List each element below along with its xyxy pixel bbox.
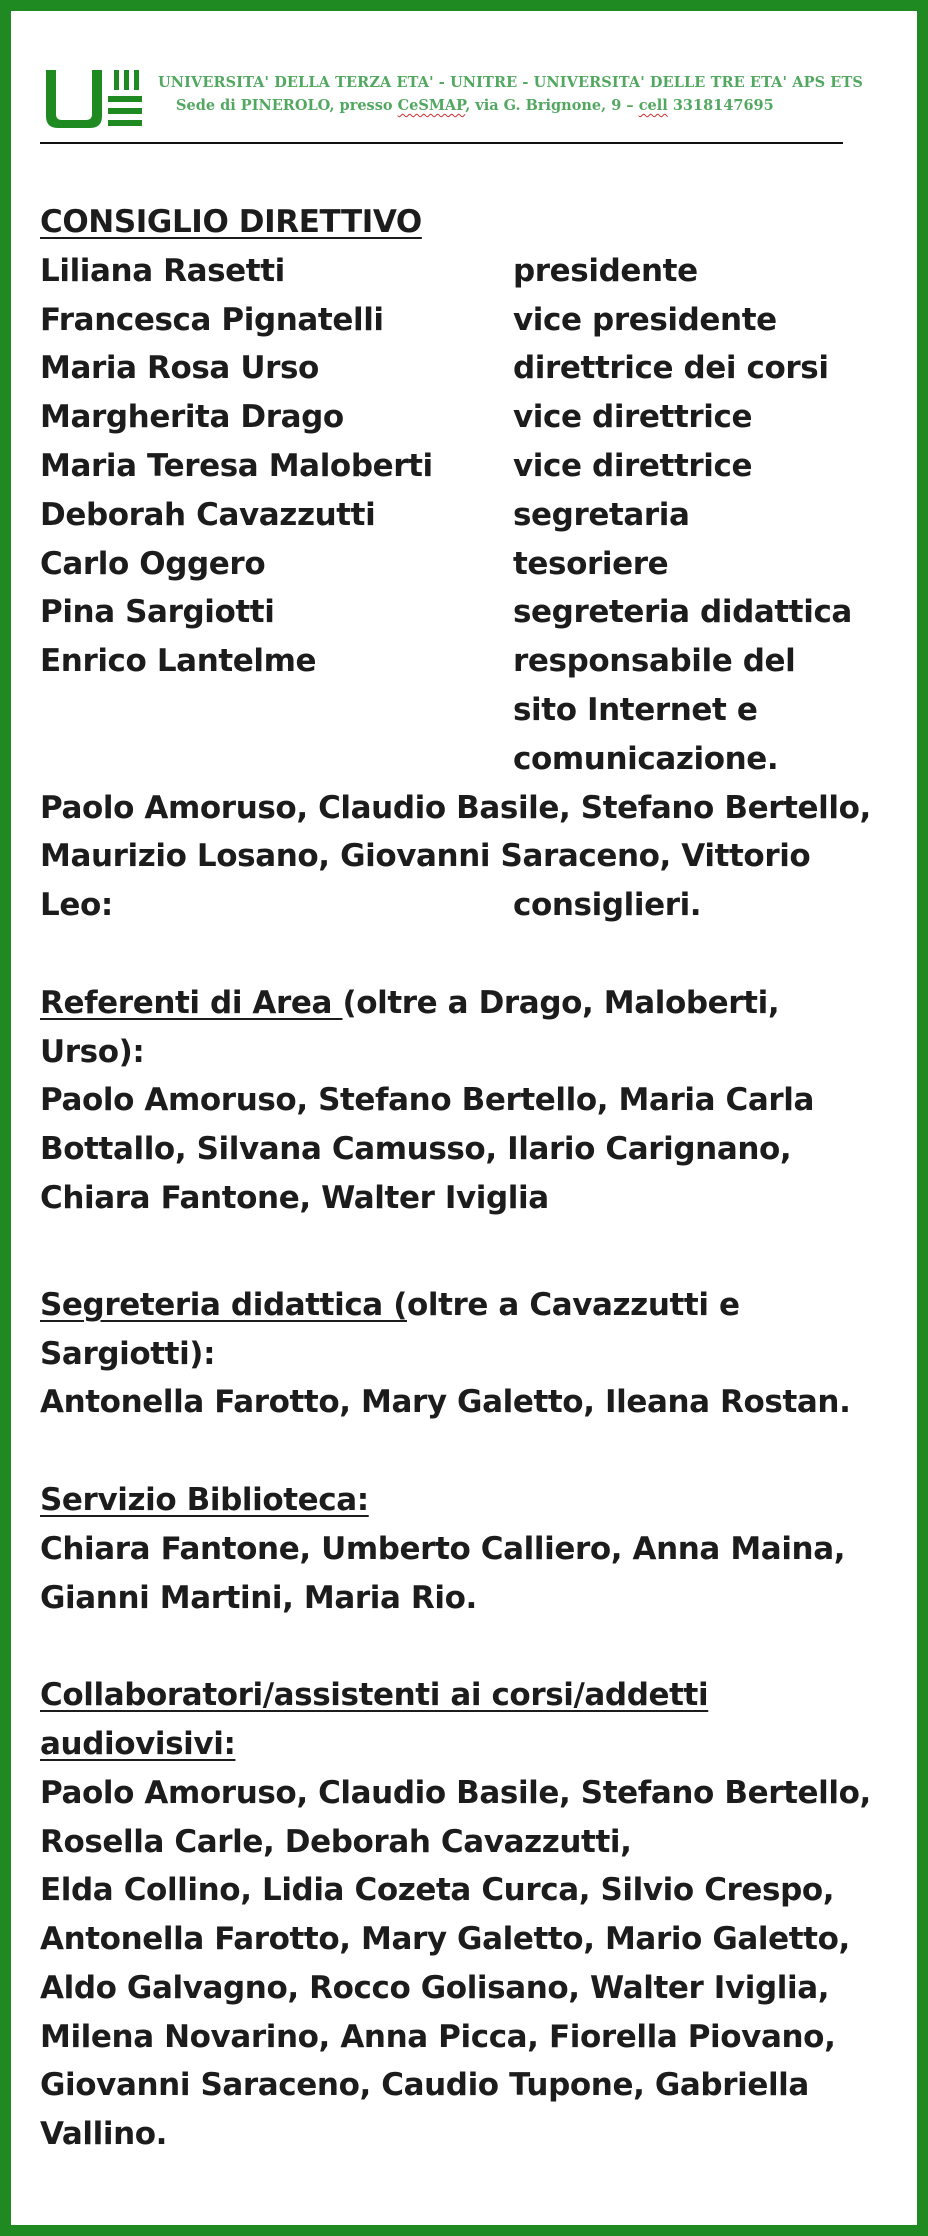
section-title-segreteria: Segreteria didattica (oltre a Cavazzutti e [40, 1286, 740, 1323]
member-row [40, 247, 890, 296]
member-name: Liliana Rasetti [40, 252, 285, 289]
section-title-segreteria-cont: Sargiotti): [40, 1335, 216, 1372]
address-street: , via G. Brignone, 9 – [465, 97, 639, 114]
member-role: presidente [513, 252, 698, 289]
spacer [40, 1622, 890, 1671]
collaboratori-line: Paolo Amoruso, Claudio Basile, Stefano Bertello, [40, 1774, 871, 1811]
spacer [40, 1223, 890, 1281]
letterhead [40, 64, 863, 144]
address-phone: 3318147695 [667, 97, 774, 114]
referenti-line: Bottallo, Silvana Camusso, Ilario Carignano, [40, 1131, 792, 1168]
member-name: Pina Sargiotti [40, 594, 275, 631]
member-name: Margherita Drago [40, 399, 344, 436]
member-row [40, 296, 890, 345]
referenti-line: Chiara Fantone, Walter Iviglia [40, 1179, 549, 1216]
consiglieri-name: Leo: [40, 887, 113, 924]
member-role: tesoriere [513, 545, 669, 582]
collaboratori-line: Rosella Carle, Deborah Cavazzutti, [40, 1823, 632, 1860]
consiglieri-role: consiglieri. [513, 887, 702, 924]
member-name: Maria Rosa Urso [40, 350, 319, 387]
biblioteca-line: Gianni Martini, Maria Rio. [40, 1579, 477, 1616]
section-title-referenti: Referenti di Area (oltre a Drago, Maloberti, [40, 984, 780, 1021]
spacer [40, 930, 890, 979]
member-role: direttrice dei corsi [513, 350, 829, 387]
member-role: vice presidente [513, 301, 777, 338]
member-role-continued: sito Internet e [513, 691, 758, 728]
spacer [40, 1427, 890, 1476]
member-name: Francesca Pignatelli [40, 301, 384, 338]
member-row [40, 491, 890, 540]
letterhead-title: UNIVERSITA' DELLA TERZA ETA' - UNITRE - UNIVERSITA' DELLE TRE ETA' APS ETS [158, 74, 863, 91]
collaboratori-line: Giovanni Saraceno, Caudio Tupone, Gabriella [40, 2067, 809, 2104]
header-divider [40, 142, 843, 144]
collaboratori-line: Elda Collino, Lidia Cozeta Curca, Silvio Crespo, [40, 1872, 835, 1909]
member-role-continued: comunicazione. [513, 740, 779, 777]
member-row [40, 637, 890, 686]
member-role: vice direttrice [513, 447, 753, 484]
biblioteca-line: Chiara Fantone, Umberto Calliero, Anna Maina, [40, 1530, 846, 1567]
member-name: Deborah Cavazzutti [40, 496, 376, 533]
member-role: segreteria didattica [513, 594, 852, 631]
member-role: responsabile del [513, 643, 796, 680]
member-role: vice direttrice [513, 399, 753, 436]
collaboratori-line: Vallino. [40, 2116, 168, 2153]
consiglieri-last-line [40, 881, 890, 930]
member-row [40, 393, 890, 442]
member-row [40, 442, 890, 491]
member-role: segretaria [513, 496, 690, 533]
collaboratori-line: Antonella Farotto, Mary Galetto, Mario Galetto, [40, 1921, 850, 1958]
section-title-biblioteca: Servizio Biblioteca: [40, 1481, 369, 1518]
section-title-collaboratori-cont: audiovisivi: [40, 1725, 236, 1762]
collaboratori-line: Milena Novarino, Anna Picca, Fiorella Piovano, [40, 2018, 836, 2055]
letterhead-address [176, 97, 774, 114]
member-name: Carlo Oggero [40, 545, 266, 582]
address-cell-label: cell [638, 97, 668, 114]
collaboratori-line: Aldo Galvagno, Rocco Golisano, Walter Iviglia, [40, 1969, 830, 2006]
member-name: Maria Teresa Maloberti [40, 447, 433, 484]
segreteria-line: Antonella Farotto, Mary Galetto, Ileana Rostan. [40, 1384, 851, 1421]
referenti-line: Paolo Amoruso, Stefano Bertello, Maria Carla [40, 1082, 815, 1119]
section-title-collaboratori: Collaboratori/assistenti ai corsi/addetti [40, 1677, 709, 1714]
address-prefix: Sede di PINEROLO, presso [176, 97, 398, 114]
section-title-referenti-cont: Urso): [40, 1033, 145, 1070]
member-name: Enrico Lantelme [40, 643, 317, 680]
address-cesmap: CeSMAP [397, 97, 466, 114]
section-title-consiglio: CONSIGLIO DIRETTIVO [40, 204, 422, 240]
unitre-logo-icon [44, 68, 148, 132]
member-row [40, 540, 890, 589]
member-row [40, 588, 890, 637]
member-row [40, 344, 890, 393]
document-body [40, 198, 890, 2159]
consiglieri-line: Paolo Amoruso, Claudio Basile, Stefano Bertello, [40, 789, 871, 826]
consiglieri-line: Maurizio Losano, Giovanni Saraceno, Vittorio [40, 838, 811, 875]
